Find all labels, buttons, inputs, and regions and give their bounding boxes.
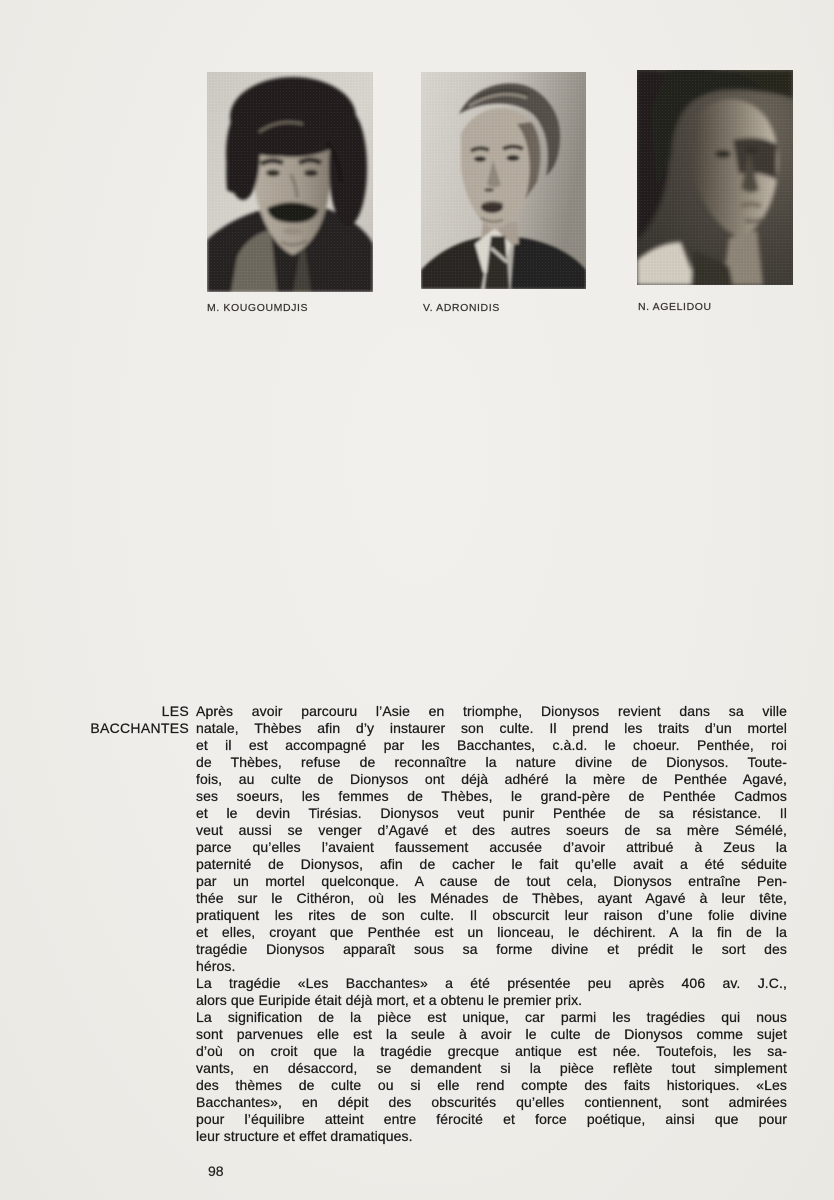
text-line: d’où on croit que la tragédie grecque antique est née. Toutefois, les sa-: [196, 1043, 787, 1059]
text-line: thée sur le Cithéron, où les Ménades de Thèbes, ayant Agavé à leur tête,: [196, 890, 787, 906]
article-body: [196, 703, 787, 1145]
article-title-line-1: LES: [161, 703, 189, 719]
text-line: et il est accompagné par les Bacchantes, c.à.d. le choeur. Penthée, roi: [196, 737, 787, 753]
text-line: Bacchantes», en dépit des obscurités qu’elles contiennent, sont admirées: [196, 1094, 787, 1110]
article-title-label: [40, 703, 189, 737]
portrait-photo-adronidis: [421, 72, 586, 289]
text-line: alors que Euripide était déjà mort, et a obtenu le premier prix.: [196, 992, 583, 1008]
paragraph-3: [196, 1009, 787, 1145]
portrait-photo-kougoumdjis: [207, 72, 373, 292]
text-line: des thèmes de culte ou si elle rend compte des faits historiques. «Les: [196, 1077, 787, 1093]
text-line: tragédie Dionysos apparaît sous sa forme divine et prédit le sort des: [196, 941, 787, 957]
text-line: fois, au culte de Dionysos ont déjà adhéré la mère de Penthée Agavé,: [196, 771, 787, 787]
portrait-photo-agelidou: [637, 70, 793, 285]
text-line: et le devin Tirésias. Dionysos veut punir Penthée de sa résistance. Il: [196, 805, 787, 821]
text-line: par un mortel quelconque. A cause de tout cela, Dionysos entraîne Pen-: [196, 873, 787, 889]
text-line: sont parvenues elle est la seule à avoir le culte de Dionysos comme sujet: [196, 1026, 787, 1042]
text-line: ses soeurs, les femmes de Thèbes, le grand-père de Penthée Cadmos: [196, 788, 787, 804]
text-line: de Thèbes, refuse de reconnaître la nature divine de Dionysos. Toute-: [196, 754, 787, 770]
article-title-line-2: BACCHANTES: [90, 720, 189, 736]
text-line: Après avoir parcouru l’Asie en triomphe, Dionysos revient dans sa ville: [196, 703, 787, 719]
paragraph-1: [196, 703, 787, 975]
portrait-agelidou-image: [637, 70, 793, 285]
text-line: veut aussi se venger d’Agavé et des autres soeurs de sa mère Sémélé,: [196, 822, 787, 838]
text-line: et elles, croyant que Penthée est un lionceau, le déchirent. A la fin de la: [196, 924, 787, 940]
text-line: paternité de Dionysos, afin de cacher le fait qu’elle avait a été séduite: [196, 856, 787, 872]
portrait-adronidis-image: [421, 72, 586, 289]
portrait-kougoumdjis-image: [207, 72, 373, 292]
text-line: parce qu’elles l’avaient faussement accusée d’avoir attribué à Zeus la: [196, 839, 787, 855]
text-line: pour l’équilibre atteint entre férocité et force poétique, ainsi que pour: [196, 1111, 787, 1127]
paragraph-2: [196, 975, 787, 1009]
photo-caption-kougoumdjis: M. KOUGOUMDJIS: [207, 302, 309, 314]
text-line: vants, en désaccord, se demandent si la pièce reflète tout simplement: [196, 1060, 787, 1076]
photo-caption-agelidou: N. AGELIDOU: [638, 301, 712, 313]
text-line: La signification de la pièce est unique, car parmi les tragédies qui nous: [196, 1009, 787, 1025]
text-line: héros.: [196, 958, 236, 974]
photo-caption-adronidis: V. ADRONIDIS: [423, 302, 500, 314]
page-number: 98: [208, 1163, 224, 1179]
text-line: leur structure et effet dramatiques.: [196, 1128, 413, 1144]
text-line: pratiquent les rites de son culte. Il obscurcit leur raison d’une folie divine: [196, 907, 787, 923]
text-line: natale, Thèbes afin d’y instaurer son culte. Il prend les traits d’un mortel: [196, 720, 787, 736]
text-line: La tragédie «Les Bacchantes» a été présentée peu après 406 av. J.C.,: [196, 975, 787, 991]
